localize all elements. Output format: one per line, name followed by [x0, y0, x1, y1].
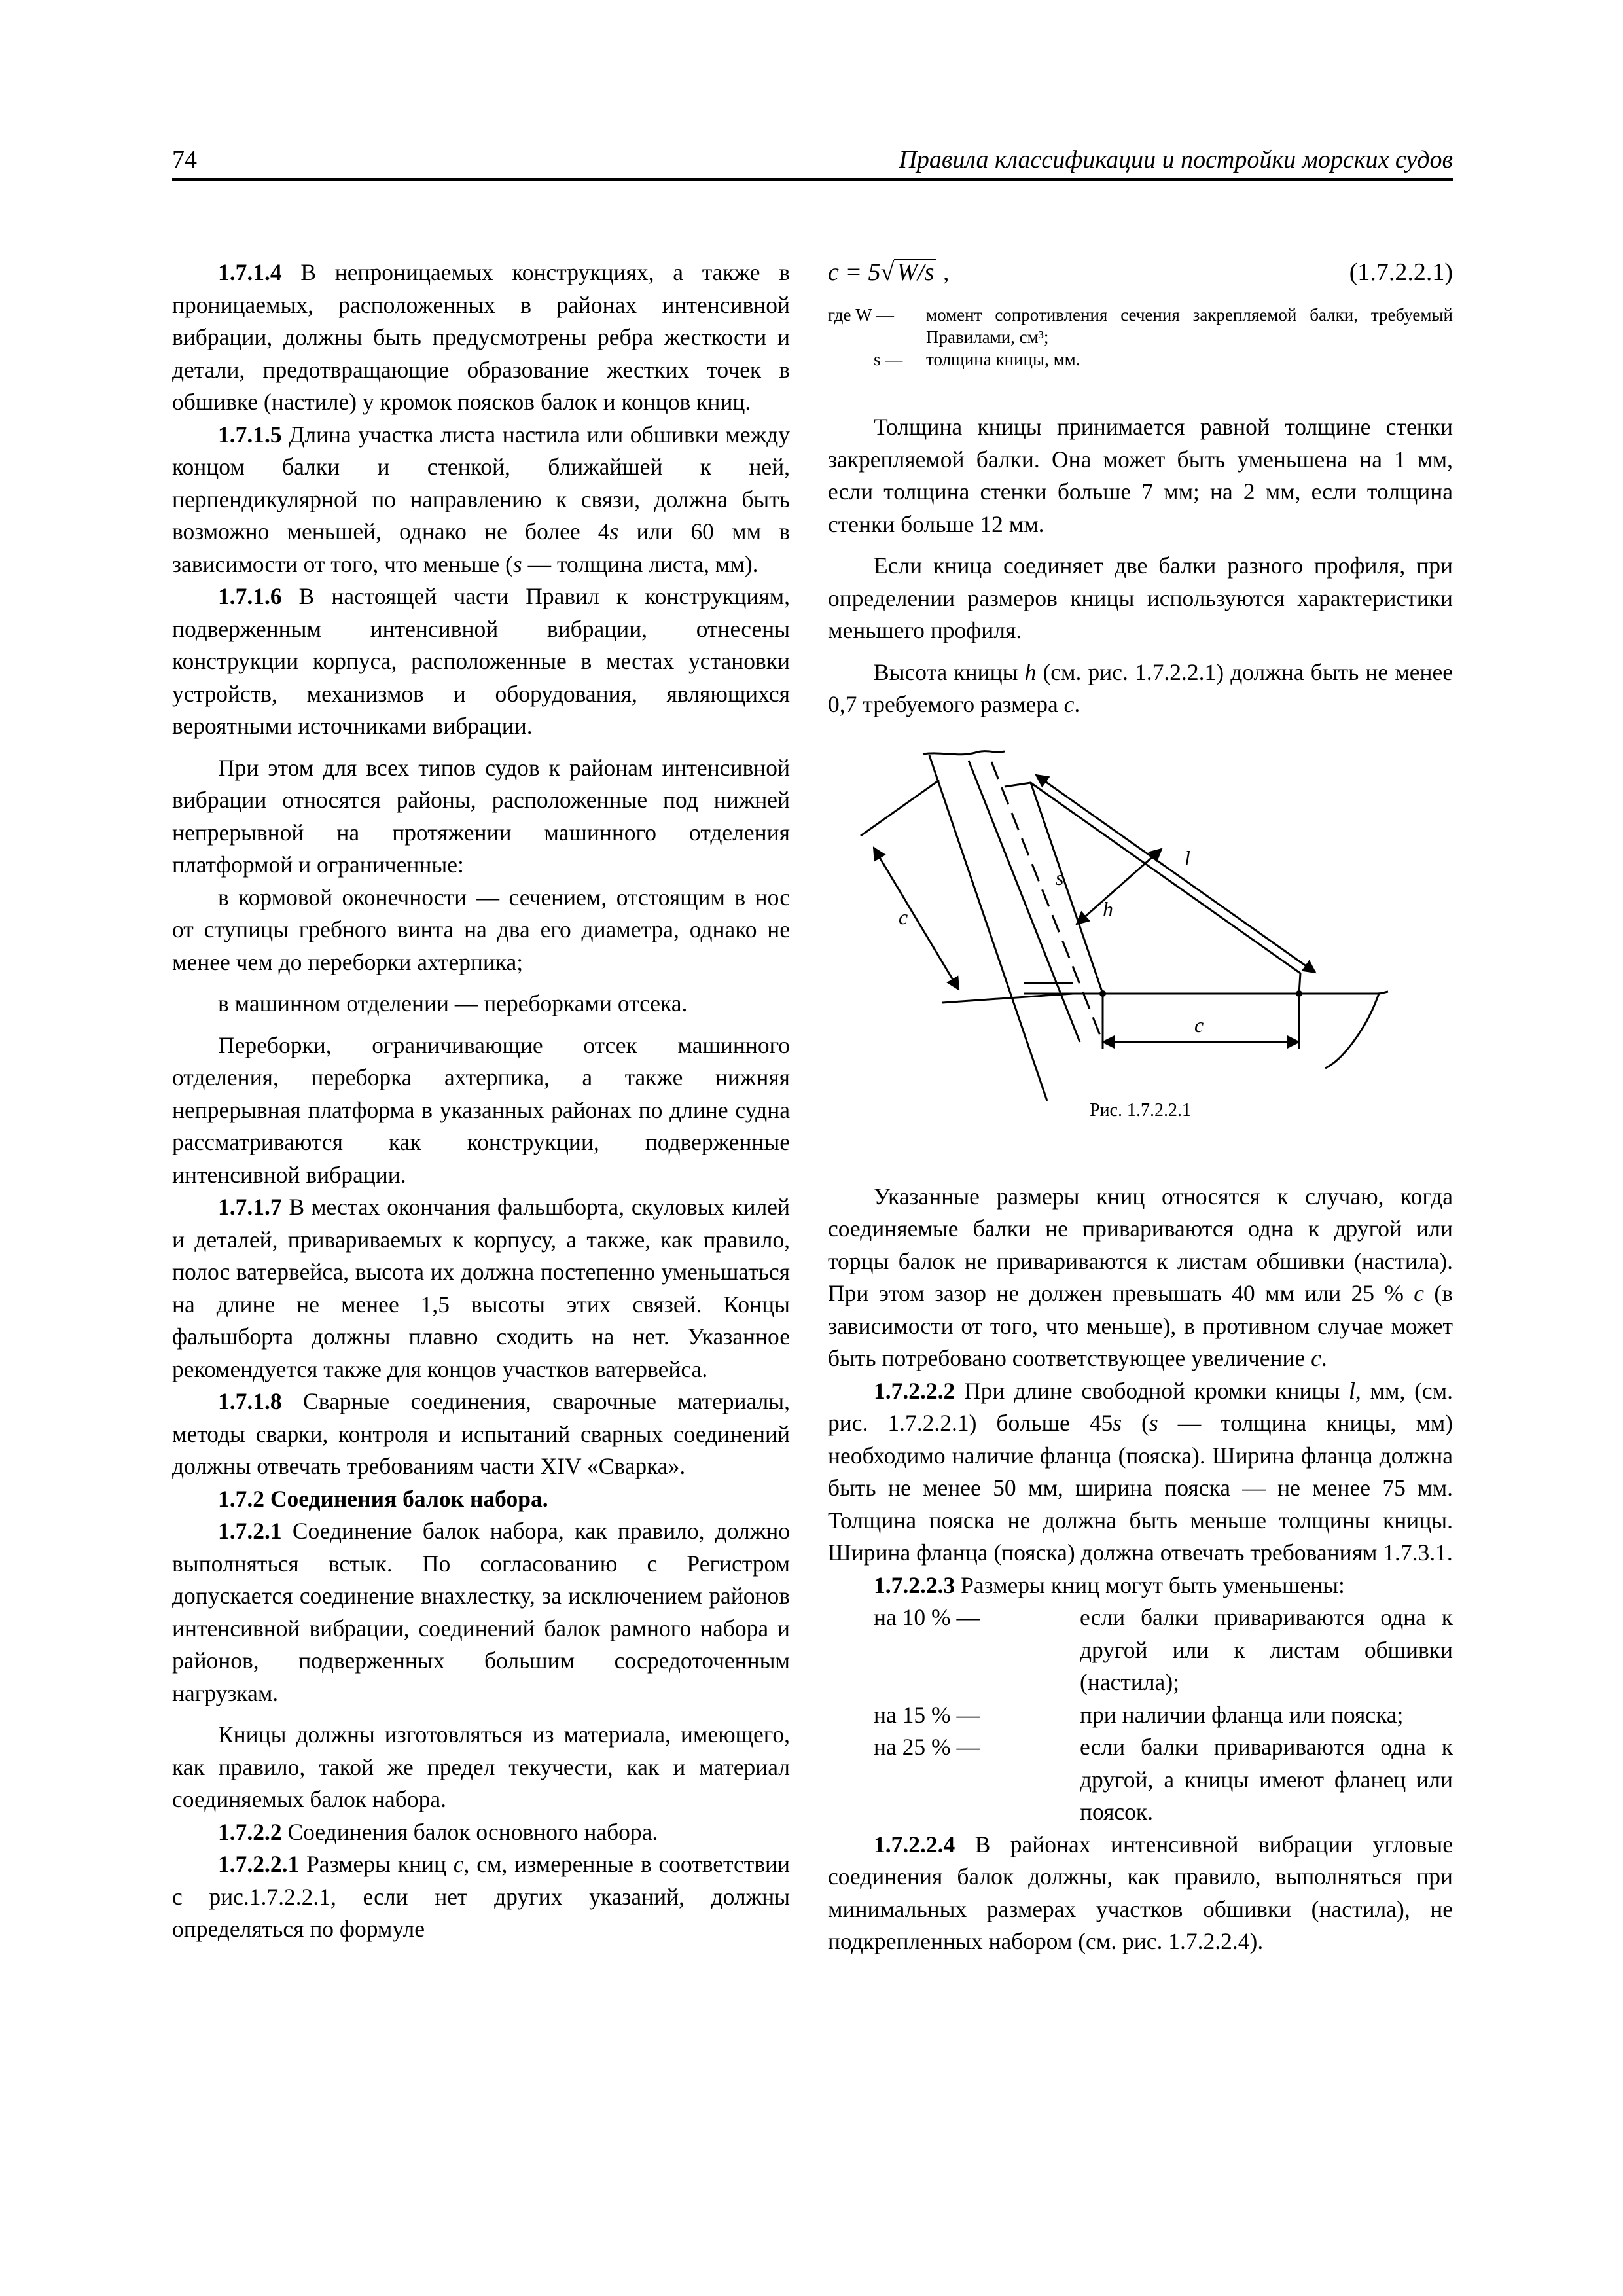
paragraph-bulkheads: Переборки, ограничивающие отсек машинного отделения, переборка ахтерпика, а также нижняя непрерывная платформа в указанных районах по длине судна рассматриваются как конструкции, подверженные интенсивной вибрации. [172, 1031, 790, 1188]
paragraph-stern: в кормовой оконечности — сечением, отстоящим в нос от ступицы гребного винта на два его диаметра, однако не менее чем до переборки ахтерпика; [172, 884, 790, 975]
formula-1-7-2-2-1: c = 5√ W/s , (1.7.2.2.1) [828, 257, 1453, 289]
paragraph-1-7-2-2-1: 1.7.2.2.1 Размеры книц c, см, измеренные в соответствии с рис.1.7.2.2.1, если нет других указаний, должны определяться по формуле [172, 1851, 790, 1942]
dim-l-line [1036, 775, 1315, 973]
label-c-bottom: c [1194, 1013, 1204, 1037]
deck-break [1325, 994, 1379, 1068]
paragraph-1-7-1-4: 1.7.1.4 В непроницаемых конструкциях, а также в проницаемых, расположенных в районах интенсивной вибрации, должны быть предусмотрены ребра жесткости и детали, предотвращающие образование жестких точек в обшивке (настиле) у кромок поясков балок и концов книц. [172, 259, 790, 415]
formula-legend: где W — момент сопротивления сечения закрепляемой балки, требуемый Правилами, см³; s — толщина кницы, мм. [828, 305, 1453, 369]
beam-top-break [923, 751, 1005, 754]
figure-caption: Рис. 1.7.2.2.1 [1090, 1100, 1191, 1121]
dim-c-left-ext-top [861, 780, 939, 836]
dim-c-left-ext-bot [942, 994, 1073, 1003]
list-item-25-percent: на 25 % — если балки привариваются одна к другой, а кницы имеют фланец или поясок. [874, 1734, 1453, 1825]
label-l: l [1185, 846, 1190, 870]
paragraph-1-7-2-1: 1.7.2.1 Соединение балок набора, как правило, должно выполняться встык. По согласованию с Регистром допускается соединение внахлестку, за исключением районов интенсивной вибрации, соединений балок рамного набора и районов, подверженных большим сосредоточенным нагрузкам. [172, 1518, 790, 1706]
paragraph-engine-room: в машинном отделении — переборками отсека. [218, 990, 688, 1016]
label-h: h [1103, 897, 1113, 921]
paragraph-1-7-2-2: 1.7.2.2 Соединения балок основного набора. [218, 1818, 658, 1845]
page-number: 74 [172, 146, 197, 173]
paragraph-different-profiles: Если кница соединяет две балки разного профиля, при определении размеров кницы используются характеристики меньшего профиля. [828, 552, 1453, 643]
label-s: s [1056, 865, 1064, 889]
paragraph-1-7-1-5: 1.7.1.5 Длина участка листа настила или обшивки между концом балки и стенкой, ближайшей к ней, перпендикулярной по направлению к связи, должна быть возможно меньшей, однако не более 4s или 60 мм в зависимости от того, что меньше (s — толщина листа, мм). [172, 421, 790, 577]
label-c-left: c [899, 905, 908, 929]
beam-outer-edge [929, 755, 1047, 1101]
beam-dashed-line [991, 762, 1103, 1042]
paragraph-vibration-areas: При этом для всех типов судов к районам интенсивной вибрации относятся районы, расположенные под нижней непрерывной на протяжении машинного отделения платформой и ограниченные: [172, 754, 790, 878]
right-column [828, 257, 1453, 1958]
paragraph-bracket-thickness: Толщина кницы принимается равной толщине стенки закрепляемой балки. Она может быть уменьшена на 1 мм, если толщина стенки больше 7 мм; на 2 мм, если толщина стенки больше 12 мм. [828, 414, 1453, 537]
paragraph-1-7-1-8: 1.7.1.8 Сварные соединения, сварочные материалы, методы сварки, контроля и испытаний сварных соединений должны отвечать требованиям части XIV «Сварка». [172, 1388, 790, 1479]
bracket-drawing [828, 734, 1453, 1101]
paragraph-bracket-height: Высота кницы h (см. рис. 1.7.2.2.1) должна быть не менее 0,7 требуемого размера c. [828, 658, 1453, 717]
dim-h-line [1077, 849, 1162, 924]
section-heading-1-7-2: 1.7.2 Соединения балок набора. [218, 1485, 548, 1512]
paragraph-1-7-2-2-3: 1.7.2.2.3 Размеры книц могут быть уменьшены: [874, 1571, 1345, 1598]
bracket-diagram [828, 734, 1453, 1101]
paragraph-bracket-material: Кницы должны изготовляться из материала, имеющего, как правило, такой же предел текучести, как и материал соединяемых балок набора. [172, 1721, 790, 1812]
left-column [172, 257, 790, 1946]
paragraph-1-7-2-2-4: 1.7.2.2.4 В районах интенсивной вибрации угловые соединения балок должны, как правило, выполняться при минимальных размерах участков обшивки (настила), не подкрепленных набором (см. рис. 1.7.2.2.4). [828, 1831, 1453, 1954]
paragraph-1-7-2-2-2: 1.7.2.2.2 При длине свободной кромки кницы l, мм, (см. рис. 1.7.2.2.1) больше 45s (s — толщина кницы, мм) необходимо наличие фланца (пояска). Ширина фланца должна быть не менее 50 мм, ширина пояска — не менее 75 мм. Толщина пояска не должна быть меньше толщины кницы. Ширина фланца (пояска) должна отвечать требованиям 1.7.3.1. [828, 1377, 1453, 1566]
dim-c-left-line [874, 848, 959, 990]
list-item-15-percent: на 15 % — при наличии фланца или пояска; [874, 1701, 1404, 1728]
paragraph-1-7-1-6: 1.7.1.6 В настоящей части Правил к конструкциям, подверженным интенсивной вибрации, отнесены конструкции корпуса, расположенные в местах установки устройств, механизмов и оборудования, являющихся вероятными источниками вибрации. [172, 583, 790, 739]
paragraph-bracket-gap: Указанные размеры книц относятся к случаю, когда соединяемые балки не привариваются одна к другой или торцы балок не привариваются к листам обшивки (настила). При этом зазор не должен превышать 40 мм или 25 % c (в зависимости от того, что меньше), в противном случае может быть потребовано соответствующее увеличение c. [828, 1183, 1453, 1371]
list-item-10-percent: на 10 % — если балки привариваются одна к другой или к листам обшивки (настила); [874, 1604, 1453, 1695]
paragraph-1-7-1-7: 1.7.1.7 В местах окончания фальшборта, скуловых килей и деталей, привариваемых к корпусу, а также, как правило, полос ватервейса, высота их должна постепенно уменьшаться на длине не менее 1,5 высоты этих связей. Концы фальшборта должны плавно сходить на нет. Указанное рекомендуется также для концов участков ватервейса. [172, 1194, 790, 1382]
deck-top [1024, 992, 1388, 994]
running-title: Правила классификации и постройки морских судов [899, 146, 1453, 173]
formula-number: (1.7.2.2.1) [1349, 259, 1453, 286]
page-header [172, 145, 1453, 181]
